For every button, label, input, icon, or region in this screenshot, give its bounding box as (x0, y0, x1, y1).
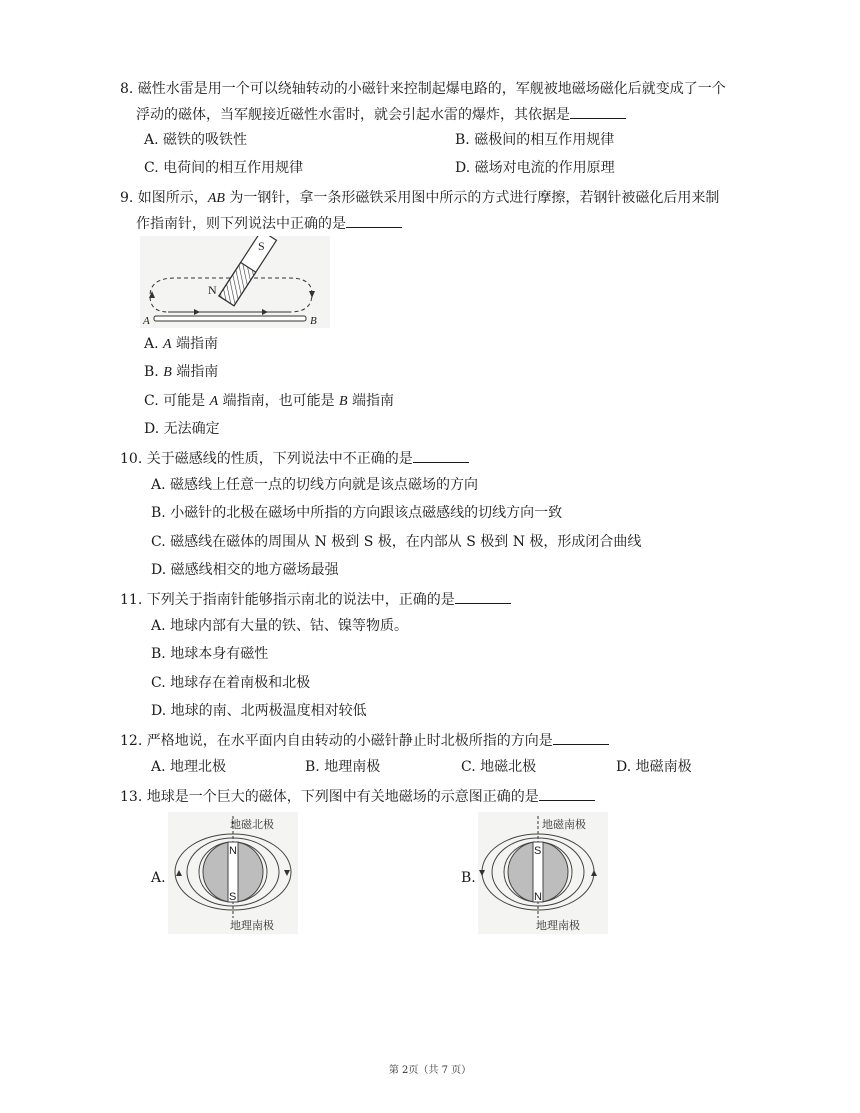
q13-stem: 13. 地球是一个巨大的磁体，下列图中有关地磁场的示意图正确的是 (120, 788, 595, 806)
q13-option-b-label: B. (461, 870, 476, 886)
page-footer: 第 2页（共 7 页） (388, 1065, 472, 1076)
q8-option-c: C. 电荷间的相互作用规律 (144, 160, 304, 176)
q9-option-d: D. 无法确定 (144, 421, 220, 437)
magnet-n-label: N (208, 283, 217, 297)
fig-a-bottom-label: 地理南极 (230, 919, 274, 932)
q13-option-a-label: A. (151, 870, 166, 886)
answer-blank[interactable] (539, 788, 595, 801)
q12-option-d: D. 地磁南极 (616, 759, 692, 775)
answer-blank[interactable] (570, 106, 626, 119)
q10-option-a: A. 磁感线上任意一点的切线方向就是该点磁场的方向 (151, 477, 479, 493)
q9-stem-line2: 作指南针，则下列说法中正确的是 (136, 215, 402, 233)
q11-option-b: B. 地球本身有磁性 (151, 646, 269, 662)
q12-option-a: A. 地理北极 (151, 759, 227, 775)
q8-option-d: D. 磁场对电流的作用原理 (455, 160, 615, 176)
q9-magnet-figure (140, 236, 330, 328)
q10-stem: 10. 关于磁感线的性质，下列说法中不正确的是 (120, 450, 469, 468)
q8-option-a: A. 磁铁的吸铁性 (144, 132, 248, 148)
q13-figure-a (168, 812, 298, 934)
q12-option-b: B. 地理南极 (305, 759, 381, 775)
fig-b-top-label: 地磁南极 (542, 818, 586, 831)
magnet-s-label: S (258, 239, 265, 253)
answer-blank[interactable] (413, 450, 469, 463)
var-ab: AB (207, 191, 225, 206)
q10-option-d: D. 磁感线相交的地方磁场最强 (151, 562, 339, 578)
q8-option-b: B. 磁极间的相互作用规律 (455, 132, 615, 148)
q13-figure-b (478, 812, 608, 934)
q9-option-b: B. B 端指南 (144, 364, 219, 380)
fig-b-bottom-label: 地理南极 (536, 919, 580, 932)
q11-option-a: A. 地球内部有大量的铁、钴、镍等物质。 (151, 618, 409, 634)
fig-b-pole-bottom: N (534, 891, 542, 903)
q8-stem-text: 浮动的磁体，当军舰接近磁性水雷时，就会引起水雷的爆炸，其依据是 (136, 107, 570, 123)
q12-stem: 12. 严格地说，在水平面内自由转动的小磁针静止时北极所指的方向是 (120, 732, 609, 750)
q12-option-c: C. 地磁北极 (461, 759, 537, 775)
answer-blank[interactable] (346, 215, 402, 228)
fig-b-pole-top: S (534, 845, 542, 857)
q11-option-d: D. 地球的南、北两极温度相对较低 (151, 703, 367, 719)
needle-b-label: B (310, 315, 317, 327)
q8-stem-line1: 8. 磁性水雷是用一个可以绕轴转动的小磁针来控制起爆电路的，军舰被地磁场磁化后就变成了一个 (120, 81, 726, 97)
fig-a-pole-bottom: S (229, 891, 237, 903)
q9-option-a: A. A 端指南 (144, 336, 219, 352)
needle-a-label: A (143, 315, 150, 327)
q9-option-c: C. 可能是 A 端指南，也可能是 B 端指南 (144, 393, 395, 409)
fig-a-pole-top: N (229, 845, 237, 857)
q11-stem: 11. 下列关于指南针能够指示南北的说法中，正确的是 (120, 591, 511, 609)
answer-blank[interactable] (455, 591, 511, 604)
fig-a-top-label: 地磁北极 (230, 818, 274, 831)
q8-stem-line2 (136, 106, 626, 124)
q10-option-c: C. 磁感线在磁体的周围从 N 极到 S 极，在内部从 S 极到 N 极，形成闭合曲线 (151, 534, 642, 550)
q11-option-c: C. 地球存在着南极和北极 (151, 675, 311, 691)
answer-blank[interactable] (553, 732, 609, 745)
q10-option-b: B. 小磁针的北极在磁场中所指的方向跟该点磁感线的切线方向一致 (151, 505, 563, 521)
q9-stem-line1: 9. 如图所示，AB 为一钢针，拿一条形磁铁采用图中所示的方式进行摩擦，若钢针被磁化后用来制 (120, 190, 720, 206)
